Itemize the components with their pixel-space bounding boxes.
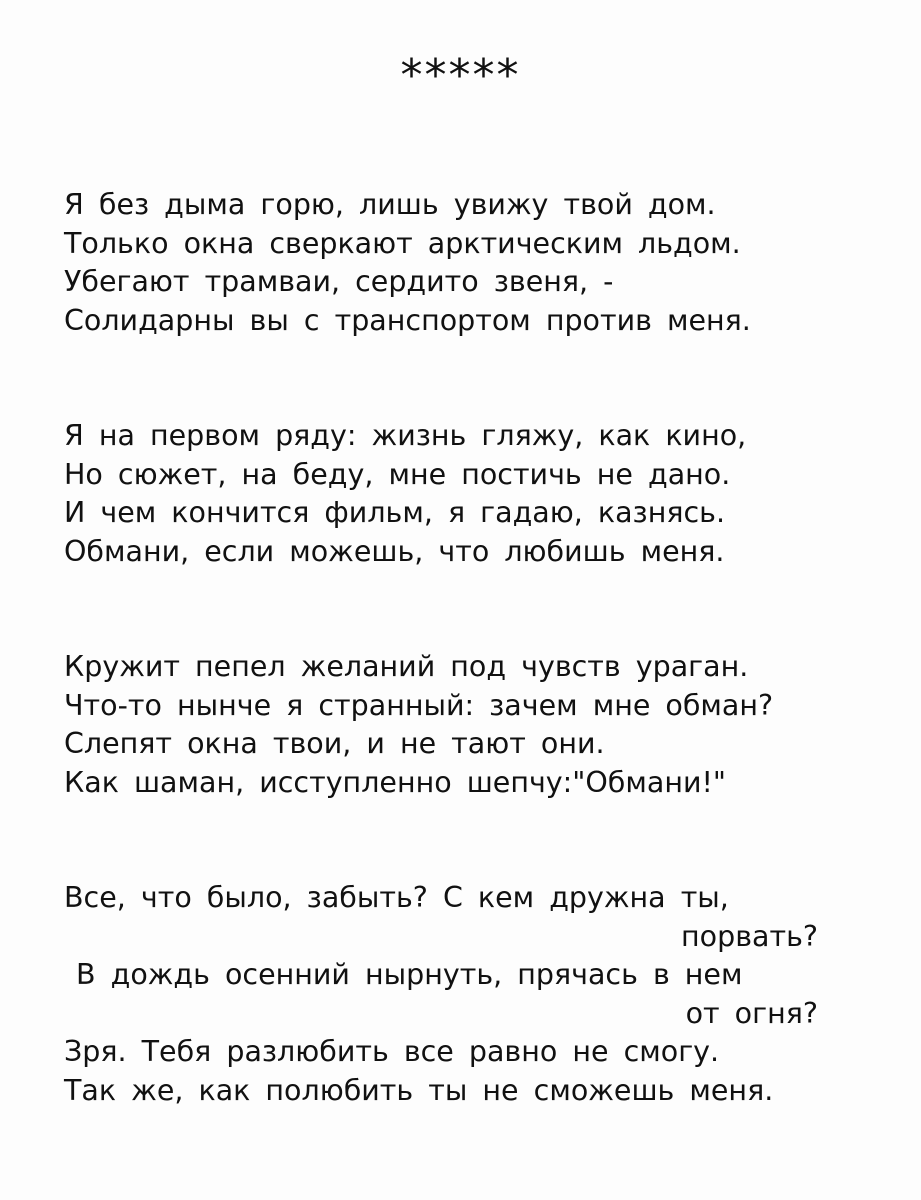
stanza-4	[64, 879, 884, 1110]
poem-line: Я без дыма горю, лишь увижу твой дом.	[64, 188, 716, 221]
poem-line: В дождь осенний нырнуть, прячась в нем	[76, 958, 743, 991]
section-stars-heading: *****	[400, 50, 521, 101]
poem-line: Как шаман, исступленно шепчу:"Обмани!"	[64, 765, 727, 799]
stanza-2	[64, 417, 884, 571]
poem-line-continuation: от огня?	[685, 996, 818, 1030]
poem-line: Обмани, если можешь, что любишь меня.	[64, 534, 725, 568]
poem-line: Зря. Тебя разлюбить все равно не смогу.	[64, 1035, 720, 1068]
poem-line: Так же, как полюбить ты не сможешь меня.	[64, 1073, 774, 1107]
poem-line: Убегают трамваи, сердито звеня, -	[64, 265, 614, 298]
poem-line: Солидарны вы с транспортом против меня.	[64, 303, 751, 337]
poem-line: И чем кончится фильм, я гадаю, казнясь.	[64, 496, 726, 529]
poem-line-continuation: порвать?	[681, 919, 818, 953]
stanza-1	[64, 186, 884, 340]
poem-line: Я на первом ряду: жизнь гляжу, как кино,	[64, 419, 747, 452]
poem-line: Кружит пепел желаний под чувств ураган.	[64, 650, 749, 683]
poem-line: Что-то нынче я странный: зачем мне обман?	[64, 688, 774, 722]
poem-line: Слепят окна твои, и не тают они.	[64, 727, 605, 760]
poem-line: Но сюжет, на беду, мне постичь не дано.	[64, 457, 731, 491]
poem-line: Все, что было, забыть? С кем дружна ты,	[64, 881, 729, 914]
stanza-3	[64, 648, 884, 802]
poem-line: Только окна сверкают арктическим льдом.	[64, 226, 741, 260]
